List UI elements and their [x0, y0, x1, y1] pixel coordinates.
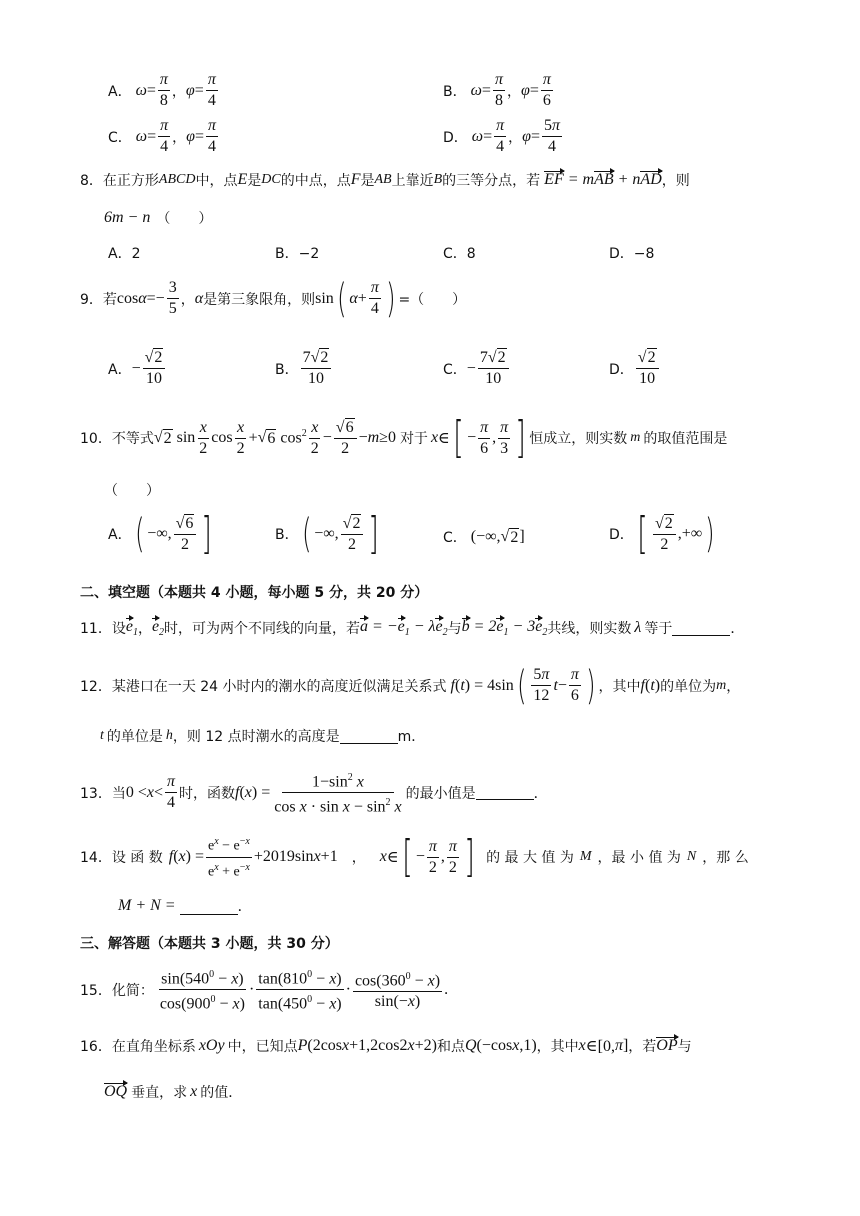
q7-option-a: A． ω = $\frac{\pi}{8}$ ， φ = $\frac{\pi}{4}$ [108, 71, 216, 109]
question-16: 16． 在直角坐标系 xOy 中，已知点 P (2cos x +1,2cos2 x +2) 和点 Q (−cos x ,1) ，其中 x ∈[0, π ] ，若 OP 与 [80, 1037, 692, 1055]
q7-option-b: B． ω = $\frac{\pi}{8}$ ， φ = $\frac{\pi}{6}$ [443, 71, 551, 109]
question-12-line2: t 的单位是 h ，则 12 点时潮水的高度是 m． [100, 728, 426, 745]
q9-option-a: A． − √ 2 10 [108, 348, 167, 389]
question-12: 12． 某港口在一天 24 小时内的潮水的高度近似满足关系式 f ( t ) = 4sin ( $\frac{5\pi}{12}$ t − $\frac{\pi}{6}$ ) ，其中 f ( t ) 的单位为 m ， [80, 662, 741, 709]
question-16-line2: OQ 垂直，求 x 的值． [104, 1083, 243, 1101]
section-3-heading: 三、解答题（本题共 3 小题，共 30 分） [80, 936, 339, 952]
q8-option-a: A．2 [108, 246, 141, 262]
question-14-line2: M + N = ． [118, 897, 252, 915]
q7-option-d: D． ω = $\frac{\pi}{4}$ ， φ = $\frac{5\pi}{4}$ [443, 117, 561, 155]
question-14: 14． 设 函 数 f ( x ) = $\frac{e^x - e^{-x}}{e^x + e^{-x}}$ +2019sin x +1 ， x ∈ [ − $\frac{\pi}{2}$ , $\frac{\pi}{2}$ ] 的 最 大 值 为 M ，最 小 值 为 N ，那 么 [80, 831, 749, 883]
q8-option-d: D．−8 [609, 246, 655, 262]
question-13: 13． 当 0 < x < $\frac{\pi}{4}$ 时，函数 f ( x ) = $\frac{1-\sin^2 x}{\cos x \cdot \sin x - \sin^2 x}$ 的最小值是 ． [80, 768, 548, 818]
question-11: 11． 设 $e_1$ ， $e_2$ 时，可为两个不同线的向量，若 $a = -e_1 - \lambda e_2$ 与 $b = 2e_1 - 3e_2$ 共线，则实数 λ 等于 ． [80, 618, 745, 639]
q11-answer-blank[interactable] [672, 621, 730, 636]
q7-option-c: C． ω = $\frac{\pi}{4}$ ， φ = $\frac{\pi}{4}$ [108, 117, 217, 155]
question-8-line2: 6m − n （ ） [104, 209, 213, 227]
section-2-heading: 二、填空题（本题共 4 小题，每小题 5 分，共 20 分） [80, 585, 429, 601]
question-15: 15． 化简： $\frac{\sin(540^0 - x)}{\cos(900^0 - x)}$ · $\frac{\tan(810^0 - x)}{\tan(450^0 - x)}$ · $\frac{\cos(360^0 - x)}{\sin(-x)}$ . [80, 965, 448, 1015]
q14-answer-blank[interactable] [180, 898, 238, 915]
q9-option-d: D． √ 2 10 [609, 348, 661, 389]
question-10-paren: （ ） [104, 483, 160, 499]
q10-option-c: C． (−∞,√ 2 ] [443, 527, 525, 546]
q10-option-d: D． [ √ 2 2 ,+∞ ) [609, 508, 715, 559]
q8-option-c: C．8 [443, 246, 476, 262]
q13-answer-blank[interactable] [476, 785, 534, 800]
q12-answer-blank[interactable] [340, 729, 398, 744]
q10-option-b: B． ( −∞, √ 2 2 ] [275, 508, 380, 559]
question-10: 10． 不等式 √ 2 sin $\frac{x}{2}$ cos $\frac{x}{2}$ +√ 6 $\cos^2$ $\frac{x}{2}$ − √ 6 2 − m ≥0 对于 x ∈ [ − $\frac{\pi}{6}$ , $\frac{\pi}{3}$ ] 恒成立，则实数 m 的取值范围是 [80, 412, 728, 463]
q10-option-a: A． ( −∞, √ 6 2 ] [108, 508, 213, 559]
question-9: 9． 若 cos α =− $\frac{3}{5}$ ， α 是第三象限角，则 sin ( α + $\frac{\pi}{4}$ ) =（ ） [80, 275, 467, 322]
q8-option-b: B．−2 [275, 246, 320, 262]
q9-option-b: B． 7√ 2 10 [275, 348, 333, 389]
question-8: 8． 在正方形 ABCD 中，点 E 是 DC 的中点，点 F 是 AB 上靠近 B 的三等分点，若 EF = mAB + nAD ，则 [80, 171, 690, 189]
q9-option-c: C． − 7√ 2 10 [443, 348, 511, 389]
